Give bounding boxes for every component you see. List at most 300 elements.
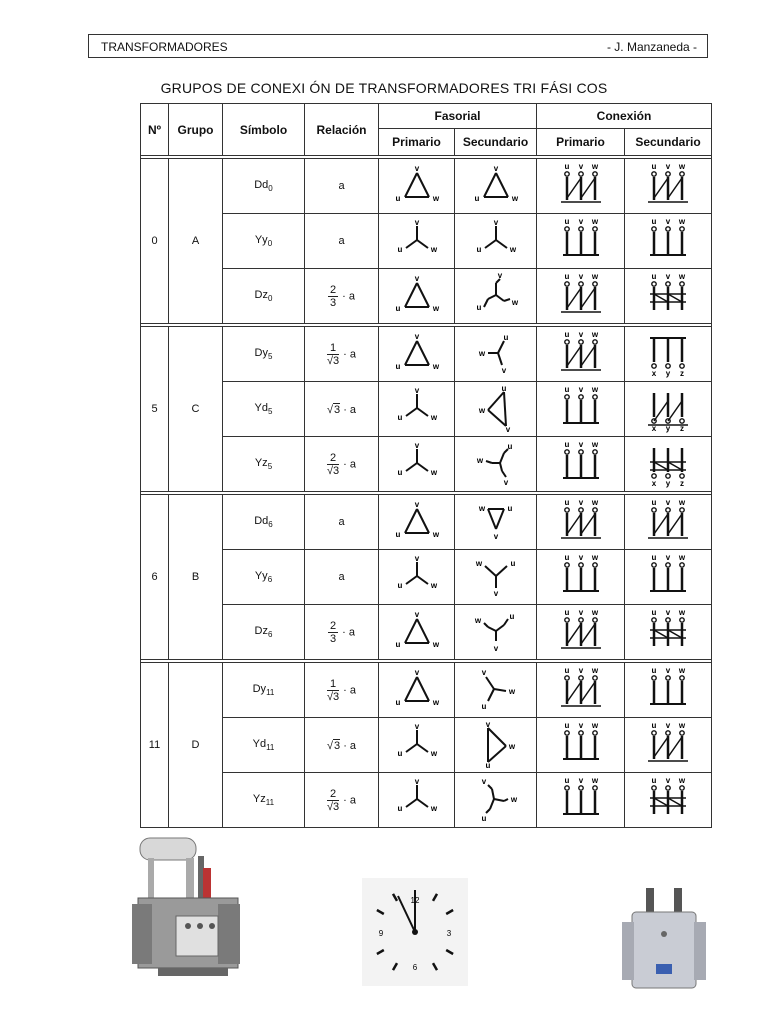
svg-text:u: u	[485, 761, 490, 768]
symbol-letters: Dy	[254, 346, 268, 359]
svg-text:w: w	[475, 559, 482, 568]
connection-primary-cell	[537, 159, 625, 214]
svg-text:w: w	[678, 666, 686, 675]
svg-text:u: u	[564, 666, 569, 675]
svg-text:w: w	[430, 804, 437, 813]
relation-factor: · a	[343, 683, 356, 696]
svg-text:v: v	[578, 776, 583, 785]
connection-secondary-diagram	[638, 666, 698, 714]
svg-text:v: v	[414, 500, 419, 509]
symbol-letters: Yy	[254, 569, 268, 582]
svg-text:u: u	[564, 385, 569, 394]
table-row	[141, 663, 712, 718]
symbol-letters: Yy	[254, 233, 268, 246]
svg-text:w: w	[474, 616, 481, 625]
connection-primary-diagram	[551, 666, 611, 714]
power-transformer-illustration	[128, 828, 248, 988]
symbol-letters: Yz	[254, 456, 268, 469]
phasor-secondary-diagram	[466, 554, 526, 600]
connection-groups-table	[140, 103, 712, 828]
svg-text:w: w	[591, 162, 598, 171]
symbol-letters: Yd	[252, 737, 267, 750]
phasor-secondary-cell	[455, 269, 537, 324]
symbol-index: 6	[267, 575, 273, 585]
svg-text:z: z	[680, 479, 684, 488]
relation-factor: · a	[343, 403, 357, 416]
connection-primary-cell	[537, 718, 625, 773]
clock-label-3: 3	[446, 929, 452, 938]
svg-text:w: w	[591, 608, 598, 617]
svg-text:u: u	[564, 272, 569, 281]
svg-text:x: x	[651, 369, 657, 378]
symbol-letters: Dz	[254, 288, 268, 301]
col-connection-primary: Primario	[537, 129, 625, 156]
distribution-transformer-illustration	[614, 882, 714, 990]
svg-text:u: u	[507, 504, 512, 513]
table-body	[141, 159, 712, 828]
svg-text:u: u	[651, 553, 657, 562]
svg-text:v: v	[414, 164, 419, 173]
sqrt-radicand: 3	[334, 403, 341, 416]
svg-text:w: w	[510, 795, 517, 804]
connection-primary-cell	[537, 550, 625, 605]
col-connection-secondary: Secundario	[625, 129, 712, 156]
svg-text:w: w	[432, 530, 439, 539]
connection-primary-diagram	[551, 440, 611, 488]
svg-text:w: w	[430, 581, 437, 590]
phasor-primary-diagram	[387, 777, 447, 823]
connection-secondary-cell	[625, 663, 712, 718]
svg-text:v: v	[481, 777, 486, 786]
connection-primary-cell	[537, 663, 625, 718]
connection-secondary-cell	[625, 718, 712, 773]
svg-text:u: u	[397, 804, 402, 813]
relation-cell	[305, 718, 379, 773]
phasor-primary-diagram	[387, 499, 447, 545]
svg-text:v: v	[497, 273, 502, 280]
phasor-primary-diagram	[387, 554, 447, 600]
col-relation: Relación	[305, 104, 379, 156]
svg-text:w: w	[476, 456, 483, 465]
svg-text:w: w	[678, 272, 686, 281]
svg-text:w: w	[430, 468, 437, 477]
relation-cell	[305, 269, 379, 324]
phasor-secondary-diagram	[466, 499, 526, 545]
svg-text:u: u	[651, 217, 657, 226]
svg-text:w: w	[591, 553, 598, 562]
group-number: 11	[141, 663, 169, 828]
table-row	[141, 605, 712, 660]
relation-cell	[305, 663, 379, 718]
svg-text:w: w	[508, 687, 515, 696]
clock-diagram	[362, 878, 468, 986]
symbol-index: 0	[268, 294, 273, 304]
phasor-primary-diagram	[387, 273, 447, 319]
symbol-index: 0	[268, 184, 273, 194]
svg-text:u: u	[564, 498, 569, 507]
svg-text:w: w	[432, 194, 439, 203]
phasor-primary-cell	[379, 550, 455, 605]
svg-text:w: w	[591, 330, 598, 339]
svg-text:w: w	[478, 349, 485, 358]
svg-text:u: u	[397, 468, 402, 477]
svg-text:u: u	[501, 386, 506, 393]
svg-text:u: u	[510, 559, 515, 568]
connection-secondary-diagram	[638, 498, 698, 546]
svg-text:u: u	[395, 530, 400, 539]
symbol-cell	[223, 327, 305, 382]
svg-text:u: u	[651, 608, 657, 617]
phasor-secondary-diagram	[466, 386, 526, 432]
header-author: - J. Manzaneda -	[606, 40, 697, 54]
svg-text:v: v	[414, 554, 419, 563]
symbol-index: 11	[266, 688, 275, 698]
svg-text:w: w	[432, 304, 439, 313]
connection-secondary-cell	[625, 269, 712, 324]
group-letter: A	[169, 159, 223, 324]
connection-secondary-diagram	[638, 553, 698, 601]
svg-text:v: v	[493, 218, 498, 227]
phasor-primary-cell	[379, 437, 455, 492]
group-number: 6	[141, 495, 169, 660]
svg-text:v: v	[414, 668, 419, 677]
svg-text:w: w	[591, 498, 598, 507]
symbol-letters: Dd	[254, 514, 269, 527]
svg-text:w: w	[678, 162, 686, 171]
relation-factor: · a	[343, 793, 356, 806]
col-symbol: Símbolo	[223, 104, 305, 156]
phasor-secondary-diagram	[466, 722, 526, 768]
svg-text:v: v	[414, 777, 419, 786]
group-letter: B	[169, 495, 223, 660]
svg-text:w: w	[678, 553, 686, 562]
svg-text:v: v	[578, 666, 583, 675]
svg-text:v: v	[578, 553, 583, 562]
symbol-index: 5	[268, 407, 273, 417]
connection-primary-diagram	[551, 217, 611, 265]
svg-text:w: w	[678, 498, 686, 507]
symbol-cell	[223, 605, 305, 660]
svg-text:u: u	[651, 272, 657, 281]
svg-text:u: u	[395, 640, 400, 649]
symbol-letters: Yd	[254, 401, 268, 414]
svg-text:v: v	[578, 385, 583, 394]
phasor-secondary-diagram	[466, 667, 526, 713]
document-title: GRUPOS DE CONEXI ÓN DE TRANSFORMADORES TRI FÁSI COS	[160, 80, 608, 96]
svg-text:u: u	[509, 612, 514, 621]
svg-text:w: w	[478, 504, 485, 513]
relation-fraction: $\frac{2}{√3}$	[327, 451, 340, 477]
svg-text:w: w	[432, 698, 439, 707]
svg-text:u: u	[651, 721, 657, 730]
phasor-secondary-diagram	[466, 273, 526, 319]
connection-secondary-cell	[625, 495, 712, 550]
col-phasor-secondary: Secundario	[455, 129, 537, 156]
connection-primary-diagram	[551, 498, 611, 546]
connection-primary-diagram	[551, 330, 611, 378]
connection-secondary-diagram	[638, 721, 698, 769]
phasor-secondary-cell	[455, 718, 537, 773]
svg-text:w: w	[678, 608, 686, 617]
svg-text:w: w	[591, 272, 598, 281]
phasor-secondary-diagram	[466, 441, 526, 487]
connection-primary-cell	[537, 214, 625, 269]
svg-text:w: w	[678, 776, 686, 785]
symbol-cell	[223, 437, 305, 492]
svg-text:w: w	[432, 640, 439, 649]
table-row	[141, 718, 712, 773]
table-row	[141, 382, 712, 437]
connection-secondary-diagram	[638, 608, 698, 656]
phasor-secondary-cell	[455, 605, 537, 660]
phasor-secondary-diagram	[466, 218, 526, 264]
svg-text:v: v	[578, 217, 583, 226]
svg-text:v: v	[505, 425, 510, 432]
svg-text:w: w	[430, 413, 437, 422]
col-phasor-primary: Primario	[379, 129, 455, 156]
relation-cell	[305, 159, 379, 214]
col-phasor: Fasorial	[379, 104, 537, 129]
relation-cell	[305, 550, 379, 605]
symbol-letters: Dd	[254, 178, 269, 191]
phasor-primary-diagram	[387, 609, 447, 655]
svg-text:u: u	[564, 162, 569, 171]
svg-text:u: u	[395, 304, 400, 313]
svg-text:y: y	[665, 424, 671, 433]
symbol-index: 5	[267, 462, 273, 472]
phasor-secondary-diagram	[466, 331, 526, 377]
svg-text:u: u	[651, 498, 657, 507]
svg-text:v: v	[578, 608, 583, 617]
group-number: 0	[141, 159, 169, 324]
svg-text:w: w	[509, 245, 516, 254]
connection-secondary-diagram	[638, 330, 698, 378]
symbol-cell	[223, 495, 305, 550]
svg-text:u: u	[481, 702, 486, 711]
header-title: TRANSFORMADORES	[101, 40, 228, 54]
symbol-cell	[223, 159, 305, 214]
svg-text:u: u	[564, 553, 569, 562]
connection-secondary-cell	[625, 550, 712, 605]
relation-factor: a	[338, 571, 345, 583]
svg-text:w: w	[591, 440, 598, 449]
relation-factor: a	[338, 516, 345, 528]
relation-factor: · a	[342, 625, 355, 638]
svg-text:w: w	[591, 217, 598, 226]
phasor-secondary-diagram	[466, 609, 526, 655]
connection-secondary-cell	[625, 773, 712, 828]
svg-text:v: v	[414, 441, 419, 450]
symbol-index: 11	[266, 743, 275, 753]
sqrt-radicand: 3	[334, 739, 341, 752]
svg-text:w: w	[478, 406, 485, 415]
relation-factor: · a	[343, 457, 356, 470]
phasor-primary-diagram	[387, 163, 447, 209]
relation-factor: a	[338, 180, 345, 192]
svg-text:v: v	[665, 776, 671, 785]
phasor-secondary-cell	[455, 495, 537, 550]
phasor-secondary-diagram	[466, 777, 526, 823]
svg-text:v: v	[493, 164, 498, 173]
svg-text:u: u	[651, 666, 657, 675]
connection-secondary-diagram	[638, 385, 698, 433]
group-number: 5	[141, 327, 169, 492]
svg-text:u: u	[651, 776, 657, 785]
svg-text:w: w	[511, 298, 518, 307]
svg-text:v: v	[578, 162, 583, 171]
svg-text:w: w	[430, 245, 437, 254]
svg-text:u: u	[395, 194, 400, 203]
phasor-primary-cell	[379, 718, 455, 773]
svg-text:v: v	[414, 218, 419, 227]
svg-text:u: u	[651, 162, 657, 171]
table-row	[141, 437, 712, 492]
svg-text:u: u	[503, 333, 508, 342]
connection-primary-cell	[537, 495, 625, 550]
svg-text:v: v	[493, 589, 498, 598]
svg-text:u: u	[476, 245, 481, 254]
phasor-secondary-cell	[455, 437, 537, 492]
connection-primary-diagram	[551, 721, 611, 769]
svg-text:u: u	[564, 776, 569, 785]
relation-factor: a	[338, 235, 345, 247]
symbol-letters: Dy	[252, 682, 267, 695]
phasor-primary-diagram	[387, 386, 447, 432]
table-row	[141, 269, 712, 324]
relation-cell	[305, 382, 379, 437]
table-row	[141, 495, 712, 550]
connection-primary-diagram	[551, 272, 611, 320]
svg-text:w: w	[511, 194, 518, 203]
svg-text:v: v	[578, 272, 583, 281]
group-letter: C	[169, 327, 223, 492]
col-group: Grupo	[169, 104, 223, 156]
relation-fraction: $\frac{1}{√3}$	[327, 341, 340, 367]
svg-text:w: w	[430, 749, 437, 758]
phasor-secondary-cell	[455, 382, 537, 437]
relation-cell	[305, 327, 379, 382]
connection-primary-diagram	[551, 385, 611, 433]
sqrt-symbol: √	[326, 739, 333, 752]
svg-text:u: u	[395, 362, 400, 371]
svg-text:v: v	[414, 722, 419, 731]
phasor-secondary-cell	[455, 550, 537, 605]
svg-text:v: v	[485, 722, 490, 729]
svg-text:w: w	[591, 385, 598, 394]
svg-text:v: v	[665, 608, 671, 617]
relation-fraction: $\frac{2}{3}$	[330, 619, 337, 645]
svg-text:v: v	[493, 644, 498, 653]
svg-text:v: v	[501, 366, 506, 375]
connection-secondary-cell	[625, 605, 712, 660]
svg-text:v: v	[414, 386, 419, 395]
svg-text:u: u	[564, 440, 569, 449]
svg-text:u: u	[564, 608, 569, 617]
symbol-cell	[223, 663, 305, 718]
svg-text:u: u	[474, 194, 479, 203]
svg-text:v: v	[414, 610, 419, 619]
connection-secondary-diagram	[638, 162, 698, 210]
phasor-primary-diagram	[387, 331, 447, 377]
svg-text:u: u	[397, 413, 402, 422]
phasor-secondary-cell	[455, 663, 537, 718]
symbol-cell	[223, 269, 305, 324]
clock-label-12: 12	[410, 896, 420, 905]
connection-primary-cell	[537, 327, 625, 382]
phasor-primary-diagram	[387, 722, 447, 768]
svg-text:v: v	[578, 498, 583, 507]
relation-fraction: $\frac{2}{√3}$	[327, 787, 340, 813]
col-connection: Conexión	[537, 104, 712, 129]
table-row	[141, 327, 712, 382]
svg-text:v: v	[481, 668, 486, 677]
svg-text:x: x	[651, 424, 657, 433]
svg-text:z: z	[680, 369, 684, 378]
connection-secondary-cell	[625, 214, 712, 269]
clock-label-9: 9	[378, 929, 384, 938]
svg-text:w: w	[591, 721, 598, 730]
phasor-secondary-cell	[455, 773, 537, 828]
connection-primary-cell	[537, 382, 625, 437]
svg-text:v: v	[414, 274, 419, 283]
svg-text:u: u	[397, 581, 402, 590]
svg-text:y: y	[665, 479, 671, 488]
svg-text:w: w	[508, 742, 515, 751]
svg-text:x: x	[651, 479, 657, 488]
svg-text:v: v	[578, 440, 583, 449]
svg-text:u: u	[507, 442, 512, 451]
phasor-primary-cell	[379, 773, 455, 828]
relation-cell	[305, 605, 379, 660]
table-row	[141, 773, 712, 828]
sqrt-symbol: √	[326, 403, 333, 416]
connection-secondary-diagram	[638, 217, 698, 265]
svg-text:v: v	[503, 478, 508, 487]
svg-text:v: v	[578, 721, 583, 730]
svg-text:w: w	[591, 666, 598, 675]
phasor-primary-cell	[379, 663, 455, 718]
svg-text:v: v	[493, 532, 498, 541]
page-header	[88, 34, 708, 58]
connection-primary-diagram	[551, 608, 611, 656]
table-row	[141, 214, 712, 269]
group-letter: D	[169, 663, 223, 828]
svg-text:v: v	[665, 498, 671, 507]
symbol-index: 11	[265, 798, 275, 808]
phasor-primary-cell	[379, 495, 455, 550]
svg-text:u: u	[481, 814, 486, 823]
relation-cell	[305, 214, 379, 269]
connection-primary-cell	[537, 437, 625, 492]
relation-factor: · a	[343, 347, 356, 360]
phasor-secondary-cell	[455, 327, 537, 382]
relation-factor: · a	[343, 739, 357, 752]
symbol-letters: Yz	[252, 792, 266, 805]
connection-primary-diagram	[551, 162, 611, 210]
svg-text:v: v	[665, 217, 671, 226]
relation-cell	[305, 495, 379, 550]
relation-fraction: $\frac{2}{3}$	[330, 283, 337, 309]
relation-factor: · a	[342, 289, 355, 302]
phasor-primary-cell	[379, 214, 455, 269]
svg-text:v: v	[414, 332, 419, 341]
phasor-secondary-cell	[455, 159, 537, 214]
symbol-cell	[223, 382, 305, 437]
connection-secondary-cell	[625, 159, 712, 214]
svg-text:v: v	[665, 162, 671, 171]
phasor-primary-cell	[379, 605, 455, 660]
svg-text:u: u	[476, 303, 481, 312]
